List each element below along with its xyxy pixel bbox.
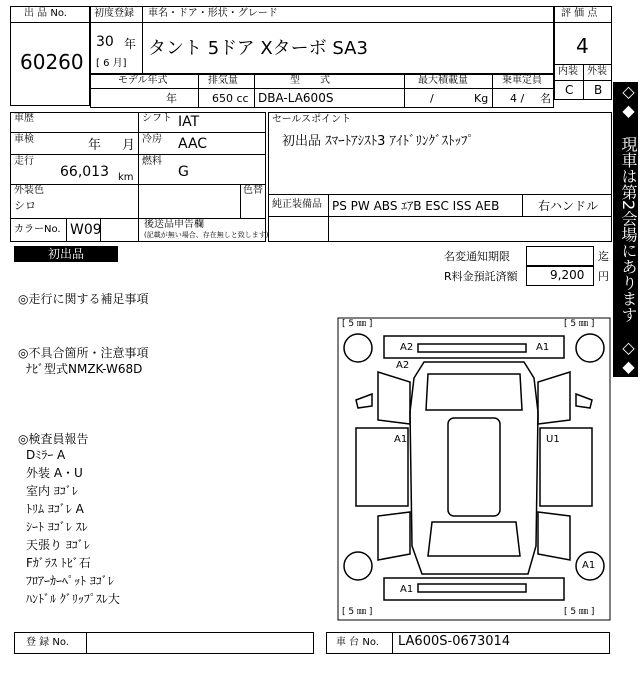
inspector-item: Fｶﾞﾗｽ ﾄﾋﾞ石: [26, 556, 91, 570]
inspector-item: ｼｰﾄ ﾖｺﾞﾚ ｽﾚ: [26, 520, 88, 534]
chassis-number: LA600S-0673014: [398, 634, 511, 649]
sales-point-text: 初出品 ｽﾏｰﾄｱｼｽﾄ3 ｱｲﾄﾞﾘﾝｸﾞｽﾄｯﾌﾟ: [282, 134, 475, 149]
repaint-label: 色替: [243, 185, 263, 196]
max-load-unit: Kg: [474, 92, 489, 105]
model-year-label: モデル年式: [118, 75, 168, 86]
corner-label: [ 5 ㎜ ]: [342, 319, 373, 329]
inspector-title: ◎検査員報告: [18, 432, 89, 446]
inspector-item: ﾄﾘﾑ ﾖｺﾞﾚ A: [26, 502, 84, 516]
mileage-value: 66,013: [60, 164, 109, 180]
history-label: 車歴: [14, 113, 34, 124]
driving-notes-title: ◎走行に関する補足事項: [18, 292, 149, 306]
year-unit: 年: [124, 37, 137, 51]
first-reg-month: [ 6 月]: [96, 58, 127, 69]
exterior-color-value: シロ: [14, 199, 36, 212]
color-no-label: カラーNo.: [14, 224, 61, 235]
mileage-unit: km: [118, 172, 134, 183]
corner-label: [ 5 ㎜ ]: [564, 607, 595, 617]
lot-label: 出 品 No.: [24, 8, 67, 19]
inspector-item: ﾌﾛｱｰｶｰﾍﾟｯﾄ ﾖｺﾞﾚ: [26, 574, 114, 588]
max-load-label: 最大積載量: [418, 75, 468, 86]
capacity-label: 乗車定員: [502, 75, 542, 86]
later-items-note: (記載が無い場合、存在無しと致します): [144, 231, 269, 239]
damage-mark: A1: [394, 434, 408, 445]
capacity-unit: 名: [540, 92, 551, 105]
first-listing-badge: 初出品: [14, 246, 118, 262]
color-no-value: W09: [70, 222, 102, 238]
inspector-item: ﾊﾝﾄﾞﾙ ｸﾞﾘｯﾌﾟｽﾚ大: [26, 592, 120, 606]
car-name: タント 5ドア Xターボ SA3: [148, 38, 368, 59]
shaken-year-unit: 年: [88, 138, 102, 153]
shift-value: IAT: [178, 114, 200, 130]
exterior-grade: B: [594, 83, 603, 97]
first-reg-label: 初度登録: [94, 8, 134, 19]
car-damage-diagram: [336, 316, 612, 622]
rating-score: 4: [576, 34, 589, 58]
damage-mark: A2: [396, 360, 410, 371]
recycle-fee-label: R料金預託済額: [444, 270, 518, 283]
steering-position: 右ハンドル: [538, 199, 599, 213]
aircon-value: AAC: [178, 136, 208, 152]
exterior-color-label: 外装色: [14, 185, 44, 196]
displacement-label: 排気量: [208, 75, 238, 86]
inspector-item: 室内 ﾖｺﾞﾚ: [26, 484, 78, 498]
aircon-label: 冷房: [142, 134, 162, 145]
equipment-label: 純正装備品: [272, 199, 322, 210]
first-reg-year: 30: [96, 34, 114, 50]
damage-mark: A2: [400, 342, 414, 353]
displacement-value: 650 cc: [212, 92, 249, 105]
damage-mark: A1: [400, 584, 414, 595]
shift-label: シフト: [142, 113, 172, 124]
damage-mark: A1: [582, 560, 596, 571]
corner-label: [ 5 ㎜ ]: [342, 607, 373, 617]
damage-mark: A1: [536, 342, 550, 353]
lot-number: 60260: [20, 50, 84, 74]
registration-label: 登 録 No.: [26, 637, 69, 648]
chassis-label: 車 台 No.: [336, 637, 379, 648]
inspector-item: Dﾐﾗｰ A: [26, 448, 66, 462]
fuel-label: 燃料: [142, 156, 162, 167]
fuel-value: G: [178, 164, 189, 180]
model-year-unit: 年: [166, 92, 177, 105]
venue-notice-bar: ◇◆ 現車は第2会場にあります ◇◆: [613, 82, 638, 377]
shaken-label: 車検: [14, 134, 34, 145]
corner-label: [ 5 ㎜ ]: [564, 319, 595, 329]
equipment-value: PS PW ABS ｴｱB ESC ISS AEB: [332, 199, 500, 213]
inspector-item: 外装 A・U: [26, 466, 83, 480]
car-name-label: 車名・ドア・形状・グレード: [148, 8, 278, 19]
model-code-label: 型 式: [290, 75, 330, 86]
rating-label: 評 価 点: [561, 8, 598, 19]
interior-label: 内装: [558, 66, 578, 77]
model-code-value: DBA-LA600S: [258, 91, 334, 105]
inspector-item: 天張り ﾖｺﾞﾚ: [26, 538, 90, 552]
shaken-month-unit: 月: [122, 138, 136, 153]
recycle-fee-unit: 円: [598, 270, 609, 283]
interior-grade: C: [565, 83, 574, 97]
transfer-deadline-unit: 迄: [598, 250, 609, 263]
damage-mark: U1: [546, 434, 560, 445]
later-items-label: 後送品申告欄: [144, 219, 204, 230]
defect-notes-title: ◎不具合箇所・注意事項: [18, 346, 149, 360]
recycle-fee-value: 9,200: [550, 268, 585, 282]
max-load-value: /: [430, 92, 434, 105]
transfer-deadline-box: [526, 246, 594, 266]
capacity-value: 4 /: [510, 92, 525, 105]
exterior-label: 外装: [587, 66, 607, 77]
mileage-label: 走行: [14, 156, 34, 167]
sales-point-title: セールスポイント: [272, 114, 352, 125]
defect-item: ﾅﾋﾞ型式NMZK-W68D: [26, 362, 143, 376]
transfer-deadline-label: 名変通知期限: [444, 250, 510, 263]
